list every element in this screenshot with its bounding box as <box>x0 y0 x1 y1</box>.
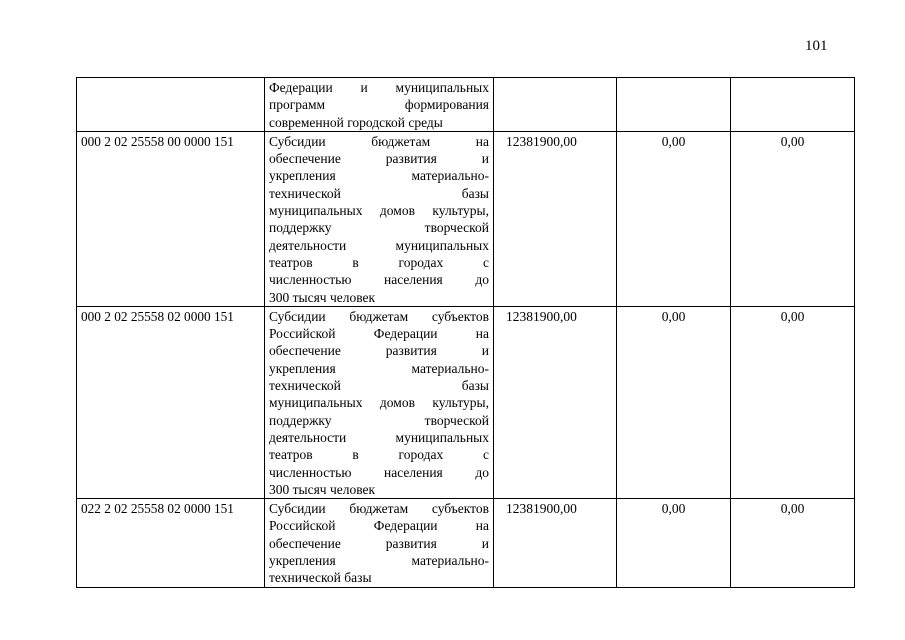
budget-code-cell: 000 2 02 25558 00 0000 151 <box>77 131 265 306</box>
item-name-line: театров в городах с <box>269 254 489 270</box>
budget-code-cell <box>77 78 265 132</box>
item-name-line: Федерации и муниципальных <box>269 80 489 95</box>
value-cell-1 <box>617 78 731 132</box>
value-cell-2: 0,00 <box>731 306 855 498</box>
item-name-line: Субсидии бюджетам на <box>269 133 489 149</box>
item-name-line: муниципальных домов культуры, <box>269 395 489 411</box>
value-cell-2: 0,00 <box>731 131 855 306</box>
value-cell-2 <box>731 78 855 132</box>
table-row <box>77 499 855 587</box>
item-name-line: муниципальных домов культуры, <box>269 203 489 219</box>
table-row <box>77 306 855 498</box>
amount-cell <box>494 78 617 132</box>
item-name-line: программ формирования <box>269 97 489 113</box>
item-name-cell <box>265 499 494 587</box>
item-name-line: 300 тысяч человек <box>269 481 376 497</box>
item-name-cell <box>265 306 494 498</box>
table-row <box>77 131 855 306</box>
item-name-line: укрепления материально- <box>269 553 489 569</box>
value-cell-1: 0,00 <box>617 131 731 306</box>
item-name-line: Субсидии бюджетам субъектов <box>269 501 489 517</box>
item-name-line: численностью населения до <box>269 464 489 480</box>
item-name-line: обеспечение развития и <box>269 535 489 551</box>
item-name-cell <box>265 78 494 132</box>
item-name-line: обеспечение развития и <box>269 151 489 167</box>
item-name-line: поддержку творческой <box>269 412 489 428</box>
budget-code-cell: 000 2 02 25558 02 0000 151 <box>77 306 265 498</box>
item-name-line: 300 тысяч человек <box>269 289 376 305</box>
budget-code-cell: 022 2 02 25558 02 0000 151 <box>77 499 265 587</box>
item-name-line: Российской Федерации на <box>269 518 489 534</box>
item-name-line: укрепления материально- <box>269 168 489 184</box>
budget-table-body <box>77 78 855 588</box>
amount-cell: 12381900,00 <box>494 306 617 498</box>
amount-cell: 12381900,00 <box>494 131 617 306</box>
value-cell-2: 0,00 <box>731 499 855 587</box>
item-name-line: технической базы <box>269 570 372 586</box>
table-row <box>77 78 855 132</box>
item-name-line: деятельности муниципальных <box>269 429 489 445</box>
page-number: 101 <box>805 38 828 54</box>
item-name-line: поддержку творческой <box>269 220 489 236</box>
item-name-line: численностью населения до <box>269 272 489 288</box>
value-cell-1: 0,00 <box>617 499 731 587</box>
amount-cell: 12381900,00 <box>494 499 617 587</box>
value-cell-1: 0,00 <box>617 306 731 498</box>
budget-table <box>76 77 855 588</box>
item-name-line: технической базы <box>269 378 489 394</box>
item-name-line: технической базы <box>269 185 489 201</box>
item-name-line: Российской Федерации на <box>269 326 489 342</box>
item-name-line: современной городской среды <box>269 114 443 130</box>
item-name-line: обеспечение развития и <box>269 343 489 359</box>
item-name-cell <box>265 131 494 306</box>
item-name-line: театров в городах с <box>269 447 489 463</box>
item-name-line: укрепления материально- <box>269 360 489 376</box>
item-name-line: Субсидии бюджетам субъектов <box>269 308 489 324</box>
item-name-line: деятельности муниципальных <box>269 237 489 253</box>
